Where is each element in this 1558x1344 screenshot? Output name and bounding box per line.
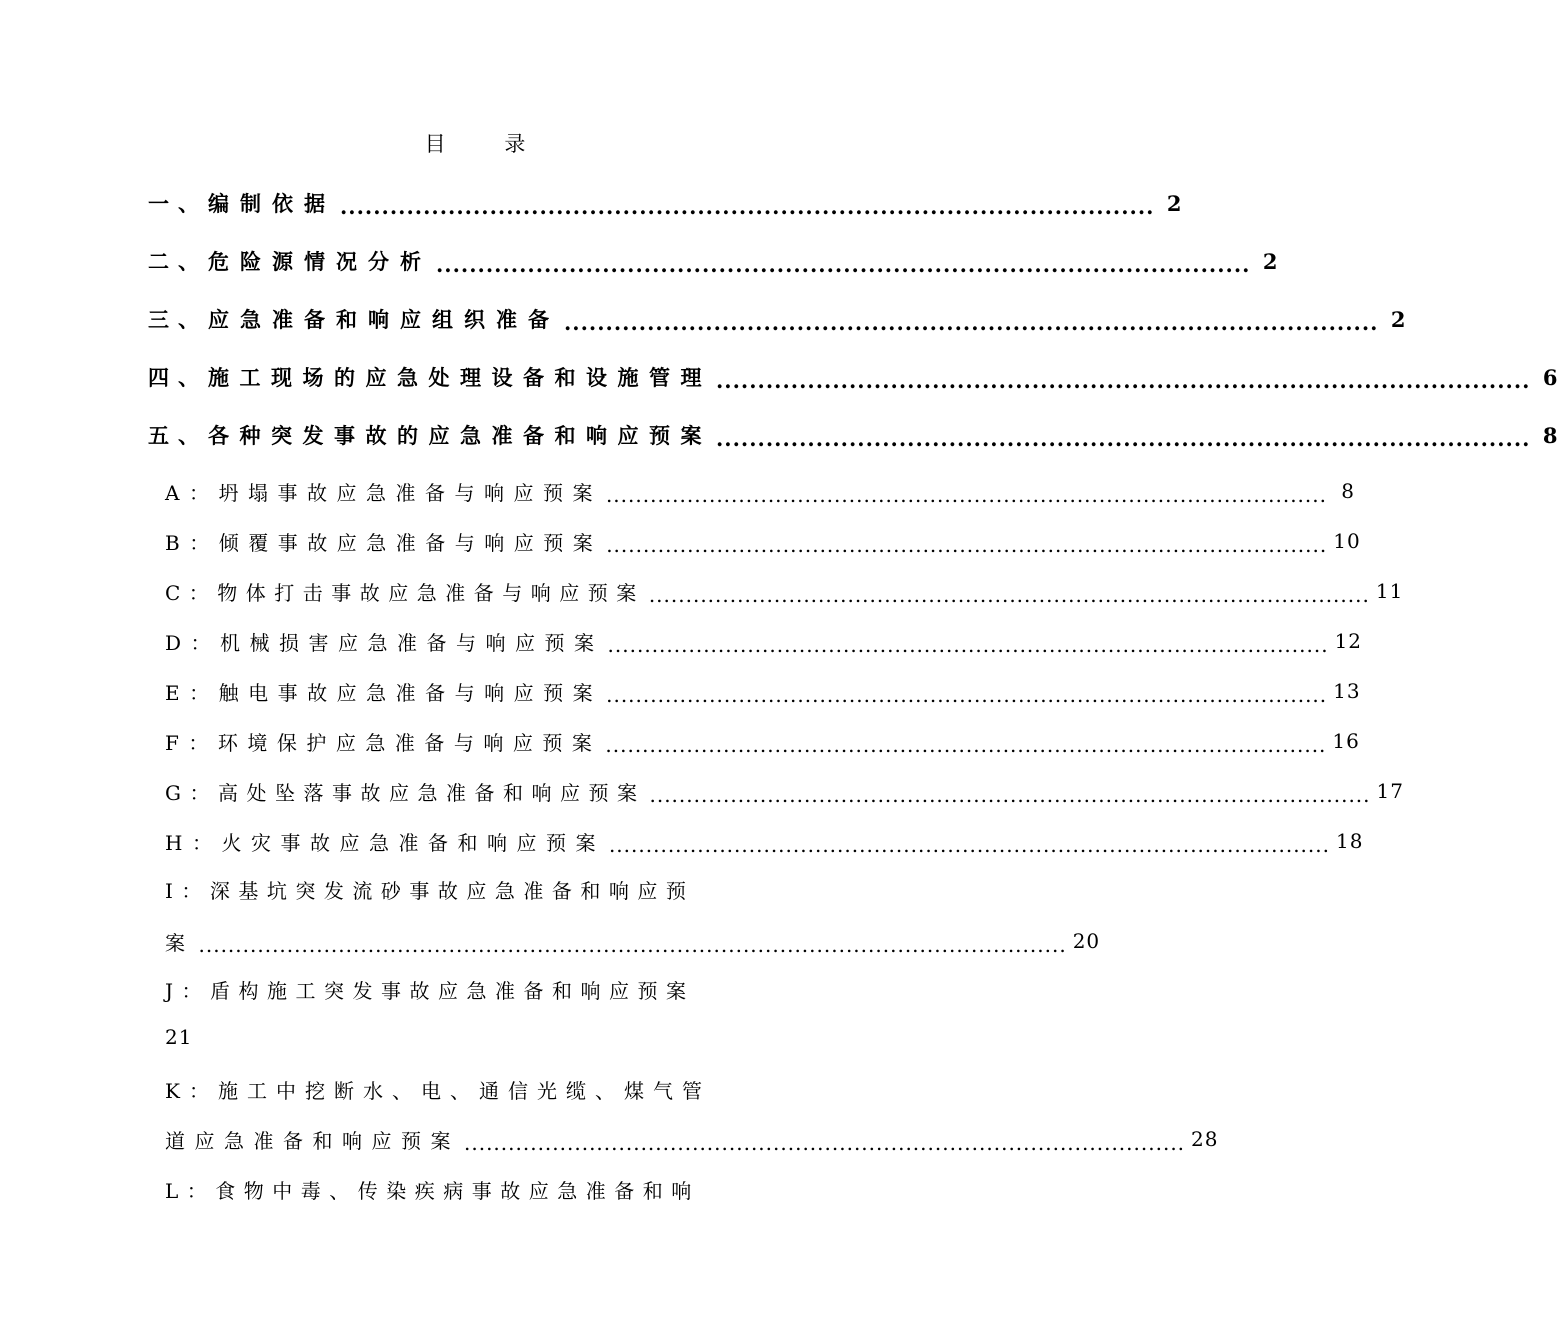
toc-subentry-c[interactable] [165, 574, 1404, 608]
toc-subentry-label: A：坍塌事故应急准备与响应预案 [165, 480, 602, 505]
toc-entry-number: 五、 [148, 423, 208, 448]
toc-entry-label: 各种突发事故的应急准备和响应预案 [208, 423, 712, 448]
toc-page-number: 6 [1542, 364, 1558, 390]
toc-dot-leader: .................................................................................................. [340, 194, 1155, 219]
toc-dot-leader: .................................................................................................. [606, 533, 1328, 557]
toc-dot-leader: .................................................................................................. [605, 483, 1327, 507]
toc-subentry-label: 案 [165, 930, 195, 955]
toc-entry-label: 危险源情况分析 [208, 249, 432, 274]
toc-entry-label: 应急准备和响应组织准备 [208, 307, 560, 332]
toc-page-number: 8 [1542, 422, 1558, 448]
toc-dot-leader: .................................................................................................. [716, 426, 1531, 451]
toc-subentry-d[interactable] [165, 624, 1363, 658]
toc-entry-2[interactable] [148, 244, 1279, 278]
toc-subentry-label: C：物体打击事故应急准备与响应预案 [165, 580, 645, 605]
toc-subentry-label: F：环境保护应急准备与响应预案 [165, 730, 602, 755]
toc-entry-5[interactable] [148, 418, 1558, 452]
toc-entry-1[interactable] [148, 186, 1183, 220]
toc-page-number: 12 [1334, 629, 1363, 653]
toc-subentry-label: B：倾覆事故应急准备与响应预案 [165, 530, 603, 555]
toc-page-number: 17 [1376, 779, 1404, 803]
toc-entry-number: 二、 [148, 249, 208, 274]
toc-dot-leader: .................................................................................................. [716, 368, 1531, 393]
toc-dot-leader: .................................................................................................. [606, 683, 1328, 707]
toc-dot-leader: .................................................................................................. [464, 1131, 1186, 1155]
toc-subentry-i-line1[interactable]: I：深基坑突发流砂事故应急准备和响应预 [165, 879, 695, 903]
toc-entry-number: 三、 [148, 307, 208, 332]
toc-dot-leader: .................................................................................................. [605, 733, 1327, 757]
toc-page-number: 2 [1390, 306, 1407, 332]
toc-dot-leader: ...................................................................................................................... [198, 933, 1067, 957]
toc-page-number: 2 [1262, 248, 1279, 274]
toc-subentry-a[interactable] [165, 474, 1355, 508]
toc-subentry-label: 道应急准备和响应预案 [165, 1128, 460, 1153]
toc-subentry-g[interactable] [165, 774, 1404, 808]
toc-page-number: 18 [1335, 829, 1364, 853]
toc-dot-leader: .................................................................................................. [607, 633, 1329, 657]
toc-page-number: 2 [1166, 190, 1183, 216]
toc-subentry-j-page: 21 [165, 1025, 193, 1049]
toc-entry-4[interactable] [148, 360, 1558, 394]
toc-subentry-l-line1[interactable]: L：食物中毒、传染疾病事故应急准备和响 [165, 1179, 700, 1203]
toc-subentry-j-line1[interactable]: J：盾构施工突发事故应急准备和响应预案 [165, 979, 695, 1003]
toc-entry-number: 一、 [148, 191, 208, 216]
toc-subentry-e[interactable] [165, 674, 1361, 708]
toc-entry-number: 四、 [148, 365, 208, 390]
toc-page-number: 8 [1341, 479, 1355, 503]
toc-page-number: 11 [1375, 579, 1404, 603]
toc-subentry-label: D：机械损害应急准备与响应预案 [165, 630, 604, 655]
toc-subentry-k-line1[interactable]: K：施工中挖断水、电、通信光缆、煤气管 [165, 1079, 711, 1103]
toc-entry-label: 施工现场的应急处理设备和设施管理 [208, 365, 712, 390]
toc-subentry-h[interactable] [165, 824, 1364, 858]
toc-dot-leader: .................................................................................................. [648, 583, 1370, 607]
toc-subentry-k[interactable] [165, 1122, 1219, 1156]
toc-subentry-label: H：火灾事故应急准备和响应预案 [165, 830, 605, 855]
toc-title: 目 录 [424, 132, 552, 156]
toc-dot-leader: .................................................................................................. [436, 252, 1251, 277]
toc-subentry-f[interactable] [165, 724, 1360, 758]
toc-page-number: 28 [1191, 1127, 1219, 1151]
toc-subentry-label: E：触电事故应急准备与响应预案 [165, 680, 603, 705]
toc-dot-leader: .................................................................................................. [608, 833, 1330, 857]
toc-subentry-label: G：高处坠落事故应急准备和响应预案 [165, 780, 646, 805]
toc-entry-3[interactable] [148, 302, 1407, 336]
toc-page-number: 16 [1332, 729, 1360, 753]
toc-dot-leader: .................................................................................................. [649, 783, 1371, 807]
toc-page-number: 10 [1333, 529, 1361, 553]
toc-page-number: 13 [1333, 679, 1361, 703]
toc-subentry-b[interactable] [165, 524, 1361, 558]
toc-dot-leader: .................................................................................................. [564, 310, 1379, 335]
toc-entry-label: 编制依据 [208, 191, 336, 216]
toc-page-number: 20 [1072, 929, 1101, 953]
toc-subentry-i[interactable] [165, 924, 1101, 958]
